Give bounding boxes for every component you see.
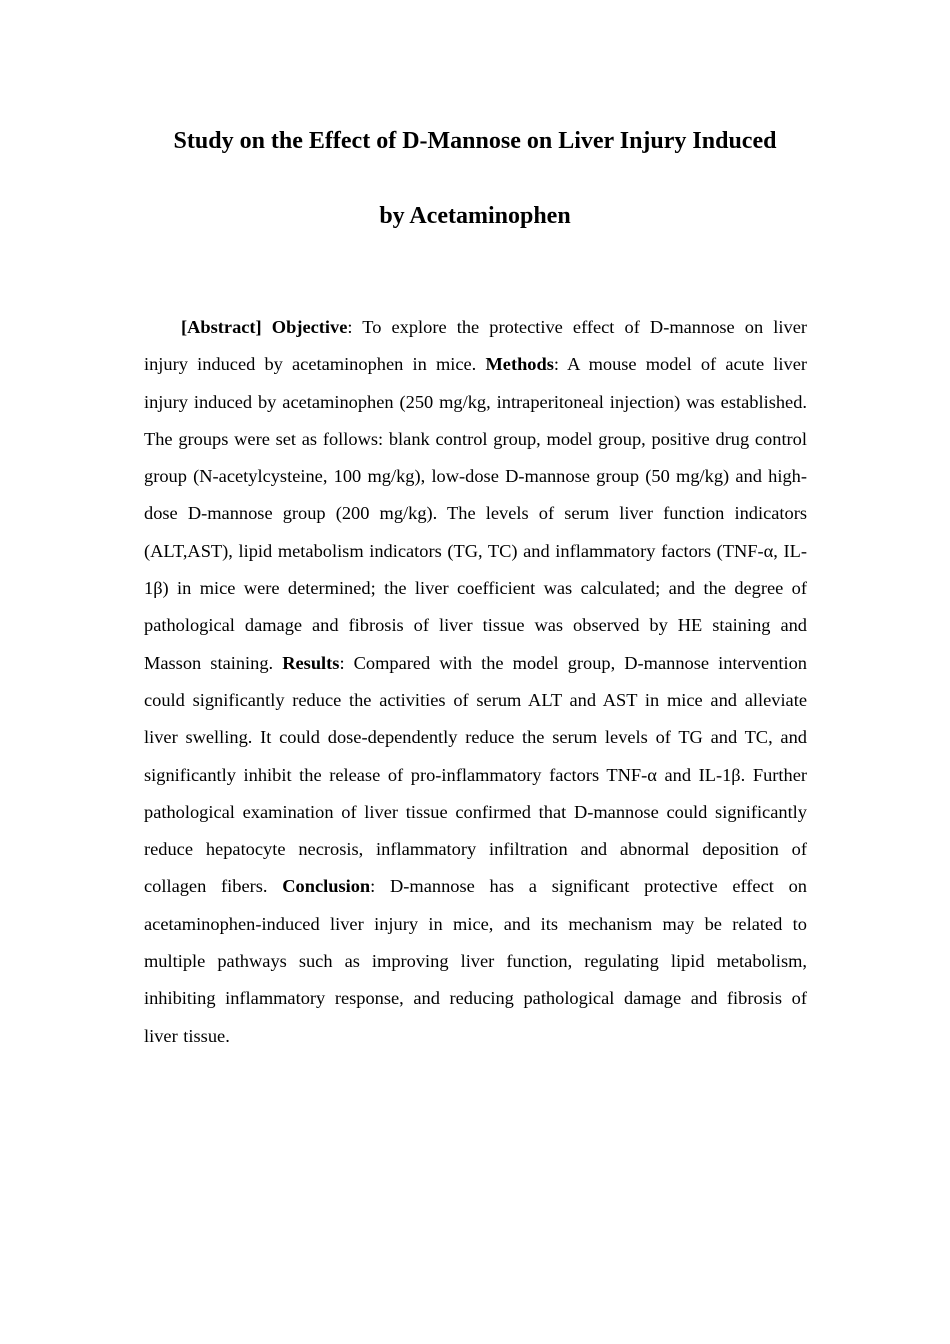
methods-text: : A mouse model of acute liver injury induced by acetaminophen (250 mg/kg, intraperitoneal injection) was established. The groups were set as follows: blank control group, model group, positive drug control group (N-acetylcysteine, 100 mg/kg), low-dose D-mannose group (50 mg/kg) and high-dose D-mannose group (200 mg/kg). The levels of serum liver function indicators (ALT,AST), lipid metabolism indicators (TG, TC) and inflammatory factors (TNF-α, IL-1β) in mice were determined; the liver coefficient was calculated; and the degree of pathological damage and fibrosis of liver tissue was observed by HE staining and Masson staining.	[144, 354, 807, 673]
paper-title	[100, 122, 850, 235]
abstract-paragraph	[144, 309, 807, 1055]
results-label: Results	[282, 652, 340, 673]
methods-label: Methods	[485, 354, 554, 375]
abstract-tag: [Abstract]	[181, 317, 262, 337]
objective-label: Objective	[271, 317, 348, 337]
title-line-1: Study on the Effect of D-Mannose on Liver Injury Induced	[173, 128, 777, 154]
objective-text: : To explore the protective effect of D-mannose on liver injury induced by acetaminophen in mice.	[144, 317, 807, 375]
conclusion-label: Conclusion	[282, 876, 371, 897]
conclusion-text: : D-mannose has a significant protective effect on acetaminophen-induced liver injury in mice, and its mechanism may be related to multiple pathways such as improving liver function, regulating lipid metabolism, inhibiting inflammatory response, and reducing pathological damage and fibrosis of liver tissue.	[144, 876, 808, 1046]
title-line-2: by Acetaminophen	[379, 203, 571, 229]
results-text: : Compared with the model group, D-mannose intervention could significantly reduce the activities of serum ALT and AST in mice and alleviate liver swelling. It could dose-dependently reduce the serum levels of TG and TC, and significantly inhibit the release of pro-inflammatory factors TNF-α and IL-1β. Further pathological examination of liver tissue confirmed that D-mannose could significantly reduce hepatocyte necrosis, inflammatory infiltration and abnormal deposition of collagen fibers.	[144, 652, 807, 897]
